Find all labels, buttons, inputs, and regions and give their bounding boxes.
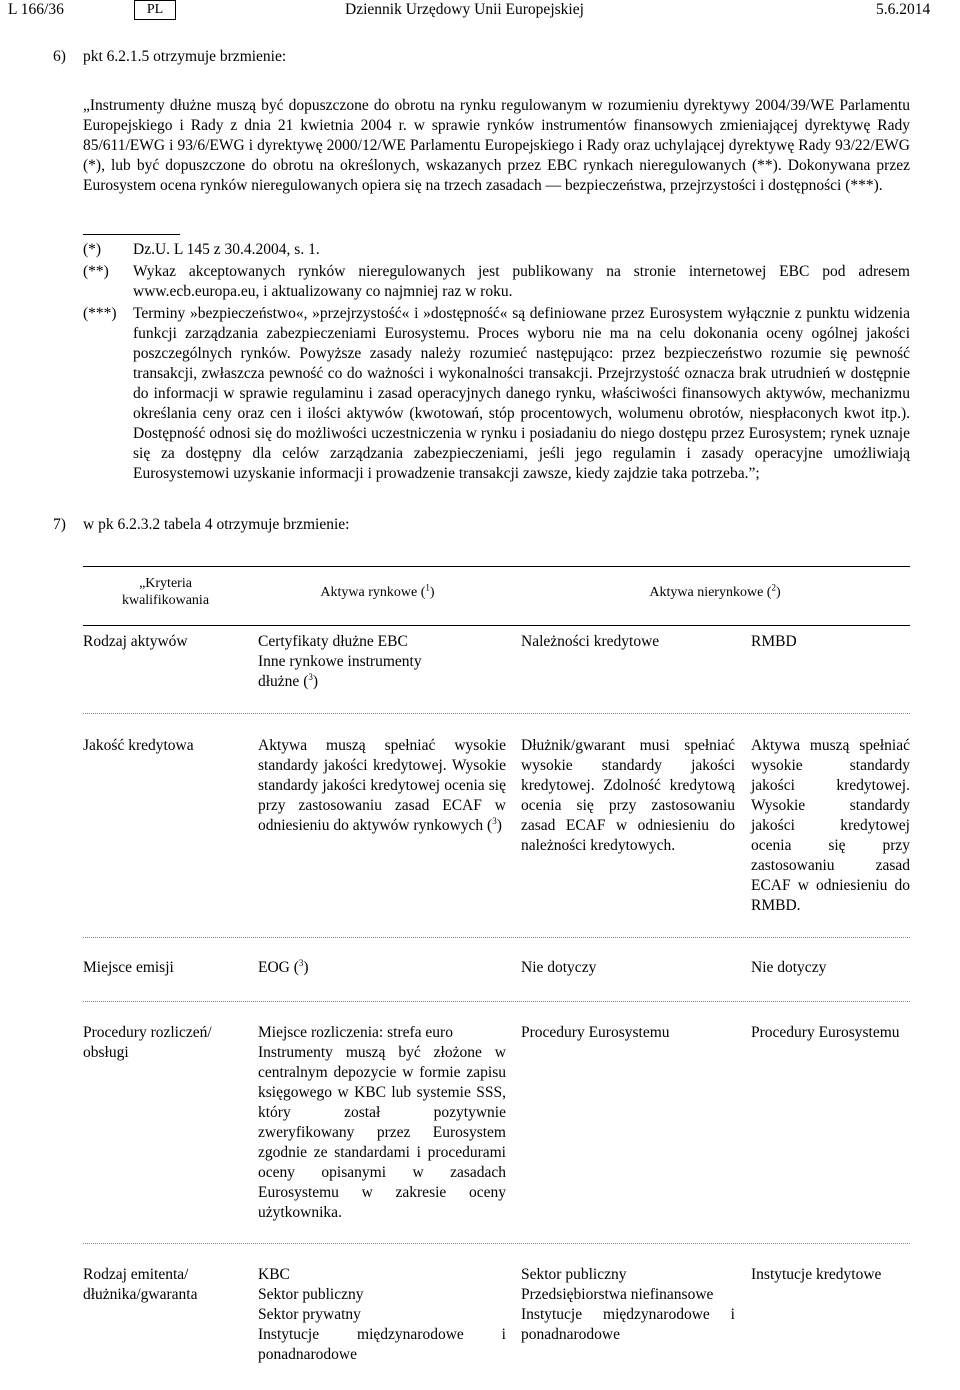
cell-rmbd-credit-quality: Aktywa muszą spełniać wysokie standardy jakości kredytowej. Wysokie standardy jakości kredytowej ocenia się przy zastosowaniu zasad ECAF w odniesieniu do RMBD. — [751, 737, 910, 914]
footnotes — [83, 240, 910, 486]
publication-date: 5.6.2014 — [876, 1, 931, 18]
cell-credit-claims-place-of-issue: Nie dotyczy — [521, 959, 597, 976]
cell-rmbd-place-of-issue: Nie dotyczy — [751, 959, 827, 976]
cell-market-asset-type: Certyfikaty dłużne EBC Inne rynkowe instrumenty dłużne ($^3$) — [258, 633, 422, 690]
cell-credit-claims-credit-quality: Dłużnik/gwarant musi spełniać wysokie standardy jakości kredytowej. Zdolność kredytową ocenia się przy zastosowaniu zasad ECAF w odniesieniu do należności kredytowych. — [521, 737, 735, 854]
table-header-rule — [83, 625, 910, 626]
footnote-separator — [83, 234, 180, 235]
page-header — [0, 0, 960, 24]
cell-market-place-of-issue: EOG ($^3$) — [258, 957, 309, 976]
table-top-rule — [83, 566, 910, 567]
footnote — [83, 240, 910, 260]
cell-market-issuer-type: KBC Sektor publiczny Sektor prywatny Instytucje międzynarodowe i ponadnarodowe — [258, 1266, 506, 1363]
row-separator — [83, 713, 910, 714]
cell-rmbd-issuer-type: Instytucje kredytowe — [751, 1266, 882, 1283]
footnote-text: Wykaz akceptowanych rynków nieregulowanych jest publikowany na stronie internetowej EBC pod adresem www.ecb.europa.eu, i aktualizowany co najmniej raz w roku. — [133, 263, 910, 300]
row-label-issuer-type: Rodzaj emitenta/ dłużnika/gwaranta — [83, 1266, 198, 1303]
item-7-number: 7) — [53, 516, 66, 533]
row-label-settlement-procedures: Procedury rozliczeń/ obsługi — [83, 1024, 212, 1061]
table-header-criteria: „Kryteria kwalifikowania — [121, 576, 210, 608]
item-6-number: 6) — [53, 48, 66, 65]
row-separator — [83, 1243, 910, 1244]
row-separator — [83, 1001, 910, 1002]
cell-market-settlement: Miejsce rozliczenia: strefa euro Instrumenty muszą być złożone w centralnym depozycie w formie zapisu księgowego w KBC lub systemie SSS, który został pozytywnie zweryfikowany przez Eurosystem zgodnie ze standardami i procedurami oceny opisanymi w zasadach Eurosystemu w zakresie oceny użytkownika. — [258, 1024, 506, 1221]
footnote-text: Dz.U. L 145 z 30.4.2004, s. 1. — [133, 241, 320, 258]
cell-credit-claims-settlement: Procedury Eurosystemu — [521, 1024, 670, 1041]
cell-credit-claims-asset-type: Należności kredytowe — [521, 633, 660, 650]
row-label-credit-quality: Jakość kredytowa — [83, 737, 194, 754]
row-label-asset-type: Rodzaj aktywów — [83, 633, 188, 650]
cell-rmbd-asset-type: RMBD — [751, 633, 797, 650]
footnote-mark: (*) — [83, 241, 102, 258]
row-separator — [83, 937, 910, 938]
footnote-mark: (**) — [83, 263, 109, 280]
table-header-market-assets: Aktywa rynkowe ($^1$) — [320, 582, 435, 600]
item-6-text: pkt 6.2.1.5 otrzymuje brzmienie: — [83, 48, 287, 65]
footnote — [83, 262, 910, 302]
cell-market-credit-quality: Aktywa muszą spełniać wysokie standardy jakości kredytowej. Wysokie standardy jakości kredytowej ocenia się przy zastosowaniu zasad ECAF w odniesieniu do aktywów rynkowych ($^3$) — [258, 737, 506, 834]
footnote-text: Terminy »bezpieczeństwo«, »przejrzystość« i »dostępność« są definiowane przez Eurosystem wyłącznie z punktu widzenia funkcji zarządzania zabezpieczeniami Eurosystemu. Proces wyboru nie ma na celu dokonania oceny ogólnej jakości poszczególnych rynków. Powyższe zasady należy rozumieć następująco: przez bezpieczeństwo rozumie się pewność transakcji, zwłaszcza pewność co do ważności i wykonalności transakcji. Przejrzystość oznacza brak utrudnień w dostępnie do informacji w sprawie regulaminu i zasad operacyjnych danego rynku, właściwości finansowych aktywów, mechanizmu określania ceny oraz cen i ilości aktywów (kwotowań, stóp procentowych, wolumenu obrotów, niespłaconych kwot itp.). Dostępność odnosi się do możliwości uczestniczenia w rynku i posiadaniu do niego dostępu przez Eurosystem; rynek uznaje się za dostępny dla celów zarządzania zabezpieczeniami, jeśli jego regulamin i zasady operacyjne umożliwiają Eurosystemowi uzyskanie informacji i prowadzenie transakcji zawsze, kiedy zajdzie taka potrzeba.”; — [133, 305, 910, 482]
footnote-mark: (***) — [83, 305, 117, 322]
item-7-text: w pk 6.2.3.2 tabela 4 otrzymuje brzmienie: — [83, 516, 350, 533]
cell-rmbd-settlement: Procedury Eurosystemu — [751, 1024, 900, 1041]
row-label-place-of-issue: Miejsce emisji — [83, 959, 174, 976]
table-header-non-market-assets: Aktywa nierynkowe ($^2$) — [649, 582, 781, 600]
page-reference: L 166/36 — [8, 1, 64, 18]
language-badge: PL — [134, 0, 176, 20]
footnote — [83, 304, 910, 484]
cell-credit-claims-issuer-type: Sektor publiczny Przedsiębiorstwa niefinansowe Instytucje międzynarodowe i ponadnarodowe — [521, 1266, 735, 1343]
amended-paragraph: „Instrumenty dłużne muszą być dopuszczone do obrotu na rynku regulowanym w rozumieniu dyrektywy 2004/39/WE Parlamentu Europejskiego i Rady z dnia 21 kwietnia 2004 r. w sprawie rynków instrumentów finansowych zmieniającej dyrektywę Rady 85/611/EWG i 93/6/EWG i dyrektywę 2000/12/WE Parlamentu Europejskiego i Rady oraz uchylającej dyrektywę Rady 93/22/EWG (*), lub być dopuszczone do obrotu na określonych, wskazanych przez EBC rynkach nieregulowanych (**). Dokonywana przez Eurosystem ocena rynków nieregulowanych opiera się na trzech zasadach — bezpieczeństwa, przejrzystości i dostępności (***). — [83, 97, 910, 194]
journal-title: Dziennik Urzędowy Unii Europejskiej — [345, 1, 584, 18]
